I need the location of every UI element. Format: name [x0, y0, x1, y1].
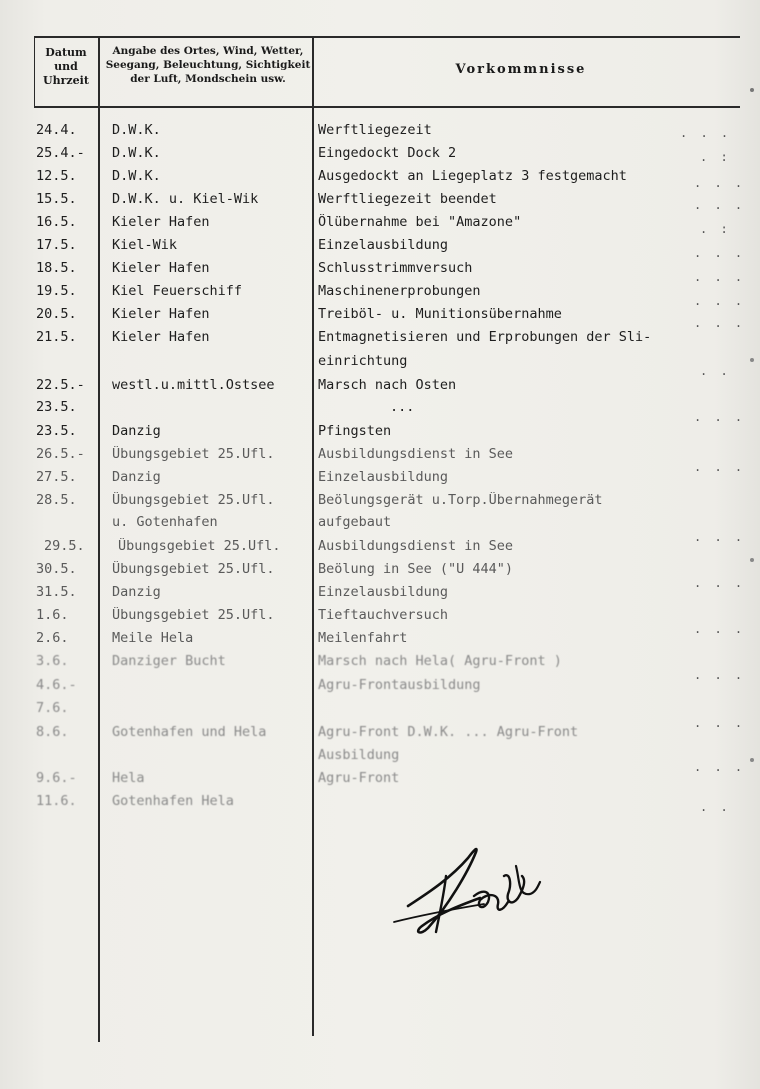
log-row — [0, 260, 760, 283]
margin-marks: . . . — [694, 198, 746, 212]
row-place: D.W.K. — [112, 168, 161, 184]
row-event: Agru-Frontausbildung — [318, 677, 481, 693]
margin-marks: . . . — [680, 126, 732, 140]
header-location-conditions — [104, 44, 312, 86]
row-event: Meilenfahrt — [318, 630, 408, 646]
row-date: 7.6. — [36, 700, 69, 716]
row-event: Einzelausbildung — [318, 469, 449, 485]
margin-marks: . . . — [694, 246, 746, 260]
row-place: Kieler Hafen — [112, 260, 210, 276]
row-place: westl.u.mittl.Ostsee — [112, 377, 275, 393]
row-event: Beölung in See ("U 444") — [318, 561, 514, 577]
row-place: Gotenhafen und Hela — [112, 724, 267, 740]
log-row — [0, 423, 760, 446]
log-row — [0, 793, 760, 816]
row-date: 30.5. — [36, 561, 77, 577]
log-row — [0, 283, 760, 306]
row-date: 23.5. — [36, 423, 77, 439]
log-row — [0, 724, 760, 747]
row-place: Übungsgebiet 25.Ufl. — [112, 607, 275, 623]
log-row — [0, 446, 760, 469]
log-row — [0, 353, 760, 376]
row-event: Eingedockt Dock 2 — [318, 145, 457, 161]
row-place: Meile Hela — [112, 630, 194, 646]
log-row — [0, 306, 760, 329]
row-event: Agru-Front D.W.K. ... Agru-Front — [318, 724, 579, 740]
row-place: Kieler Hafen — [112, 214, 210, 230]
row-date: 11.6. — [36, 793, 77, 809]
row-event: Ausbildung — [318, 747, 400, 763]
log-row — [0, 399, 760, 422]
row-place: Kieler Hafen — [112, 329, 210, 345]
row-date: 28.5. — [36, 492, 77, 508]
margin-marks: . . . — [694, 530, 746, 544]
row-event: aufgebaut — [318, 514, 392, 530]
row-event: Werftliegezeit — [318, 122, 432, 138]
header-date-line-3: Uhrzeit — [43, 74, 89, 87]
margin-marks: . . . — [694, 460, 746, 474]
row-date: 23.5. — [36, 399, 77, 415]
log-row — [0, 584, 760, 607]
row-event: Ausbildungsdienst in See — [318, 538, 514, 554]
row-event: Einzelausbildung — [318, 584, 449, 600]
row-place: Übungsgebiet 25.Ufl. — [112, 492, 275, 508]
log-row — [0, 630, 760, 653]
margin-marks: . . — [700, 800, 731, 814]
margin-marks: . . . — [694, 576, 746, 590]
row-event: Marsch nach Osten — [318, 377, 457, 393]
row-event: einrichtung — [318, 353, 408, 369]
row-event: Maschinenerprobungen — [318, 283, 481, 299]
log-row — [0, 700, 760, 723]
row-place: Gotenhafen Hela — [112, 793, 234, 809]
row-place: D.W.K. — [112, 122, 161, 138]
row-place: Übungsgebiet 25.Ufl. — [118, 538, 281, 554]
row-date: 2.6. — [36, 630, 69, 646]
row-date: 22.5.- — [36, 377, 85, 393]
log-row — [0, 168, 760, 191]
row-date: 18.5. — [36, 260, 77, 276]
row-date: 3.6. — [36, 653, 69, 669]
log-row — [0, 747, 760, 770]
margin-marks: . . . — [694, 176, 746, 190]
margin-marks: . : — [700, 222, 731, 236]
margin-marks: . : — [700, 150, 731, 164]
row-event: Marsch nach Hela( Agru-Front ) — [318, 653, 562, 669]
row-place: Danzig — [112, 584, 161, 600]
row-event: Tieftauchversuch — [318, 607, 449, 623]
log-row — [0, 377, 760, 400]
header-date-line-2: und — [54, 60, 78, 73]
log-row — [0, 607, 760, 630]
header-events: Vorkommnisse — [455, 62, 587, 77]
row-event: Einzelausbildung — [318, 237, 449, 253]
row-place: Danzig — [112, 469, 161, 485]
row-event: Ausgedockt an Liegeplatz 3 festgemacht — [318, 168, 627, 184]
margin-marks: . . . — [694, 316, 746, 330]
row-place: D.W.K. u. Kiel-Wik — [112, 191, 259, 207]
row-date: 16.5. — [36, 214, 77, 230]
row-date: 1.6. — [36, 607, 69, 623]
row-place: Danzig — [112, 423, 161, 439]
log-row — [0, 677, 760, 700]
row-date: 19.5. — [36, 283, 77, 299]
header-date-line-1: Datum — [45, 46, 87, 59]
log-row — [0, 770, 760, 793]
row-date: 4.6.- — [36, 677, 77, 693]
header-place-line-1: Angabe des Ortes, Wind, Wetter, — [112, 45, 304, 57]
row-place: Kiel Feuerschiff — [112, 283, 243, 299]
page-edge-marks — [744, 0, 760, 1089]
row-date: 8.6. — [36, 724, 69, 740]
margin-marks: . . . — [694, 622, 746, 636]
margin-marks: . . . — [694, 270, 746, 284]
row-date: 12.5. — [36, 168, 77, 184]
row-place: Übungsgebiet 25.Ufl. — [112, 446, 275, 462]
log-row — [0, 237, 760, 260]
row-date: 20.5. — [36, 306, 77, 322]
row-place: Hela — [112, 770, 145, 786]
log-row — [0, 122, 760, 145]
row-event: Schlusstrimmversuch — [318, 260, 473, 276]
margin-marks: . . . — [694, 668, 746, 682]
header-date-time — [36, 46, 96, 88]
log-row — [0, 214, 760, 237]
log-row — [0, 561, 760, 584]
left-border — [34, 36, 35, 108]
row-event: Ausbildungsdienst in See — [318, 446, 514, 462]
log-row — [0, 145, 760, 168]
handwritten-signature — [388, 836, 558, 946]
margin-marks: . . — [700, 364, 731, 378]
row-place: Kieler Hafen — [112, 306, 210, 322]
row-date: 27.5. — [36, 469, 77, 485]
row-event: Beölungsgerät u.Torp.Übernahmegerät — [318, 492, 603, 508]
log-row — [0, 329, 760, 352]
margin-marks: . . . — [694, 294, 746, 308]
row-event: Entmagnetisieren und Erprobungen der Sli- — [318, 329, 652, 345]
row-place: Übungsgebiet 25.Ufl. — [112, 561, 275, 577]
row-date: 21.5. — [36, 329, 77, 345]
row-date: 24.4. — [36, 122, 77, 138]
header-place-line-2: Seegang, Beleuchtung, Sichtigkeit — [105, 59, 311, 71]
row-event: Pfingsten — [318, 423, 392, 439]
row-event: Ölübernahme bei "Amazone" — [318, 214, 522, 230]
log-row — [0, 653, 760, 676]
row-date: 9.6.- — [36, 770, 77, 786]
log-row — [0, 469, 760, 492]
top-border — [34, 36, 740, 38]
margin-marks: . . . — [694, 760, 746, 774]
header-place-line-3: der Luft, Mondschein usw. — [130, 73, 286, 85]
row-event: Agru-Front — [318, 770, 400, 786]
row-place: Kiel-Wik — [112, 237, 178, 253]
log-row — [0, 538, 760, 561]
row-place: D.W.K. — [112, 145, 161, 161]
row-event: ... — [390, 399, 415, 415]
header-divider — [34, 106, 740, 108]
row-event: Treiböl- u. Munitionsübernahme — [318, 306, 562, 322]
row-date: 25.4.- — [36, 145, 85, 161]
row-date: 15.5. — [36, 191, 77, 207]
row-date: 31.5. — [36, 584, 77, 600]
row-date: 26.5.- — [36, 446, 85, 462]
log-row — [0, 191, 760, 214]
margin-marks: . . . — [694, 410, 746, 424]
row-place: Danziger Bucht — [112, 653, 226, 669]
row-place: u. Gotenhafen — [112, 514, 218, 530]
row-date: 17.5. — [36, 237, 77, 253]
margin-marks: . . . — [694, 716, 746, 730]
row-event: Werftliegezeit beendet — [318, 191, 497, 207]
row-date: 29.5. — [44, 538, 85, 554]
log-row — [0, 492, 760, 515]
log-row — [0, 514, 760, 537]
